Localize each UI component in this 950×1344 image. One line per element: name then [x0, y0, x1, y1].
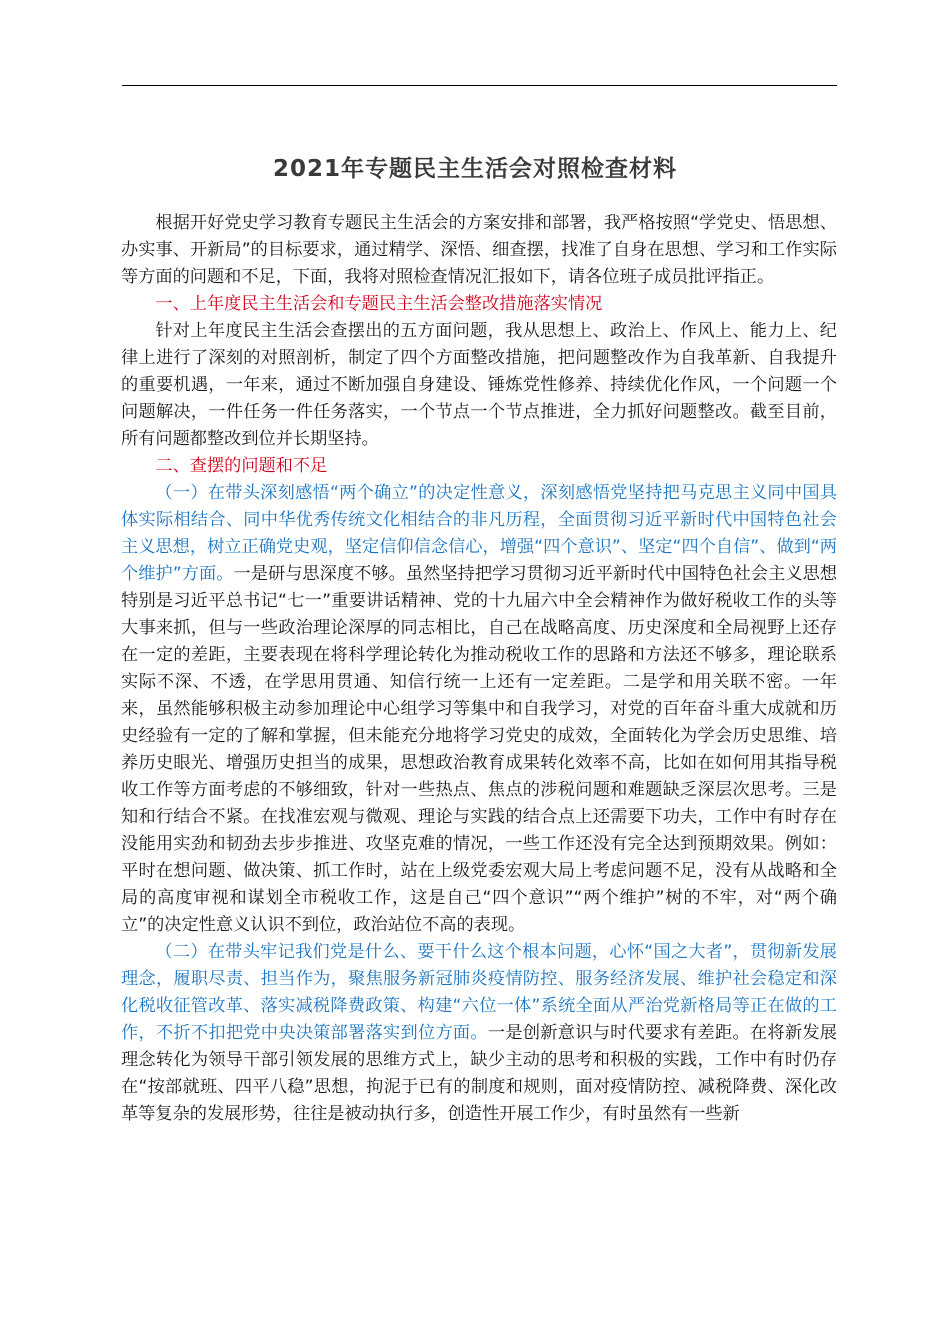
item-1-text: 一是研与思深度不够。虽然坚持把学习贯彻习近平新时代中国特色社会主义思想特别是习近平总书记“七一”重要讲话精神、党的十九届六中全会精神作为做好税收工作的头等大事来抓，但与一些政治理论深厚的同志相比，自己在战略高度、历史深度和全局视野上还存在一定的差距，主要表现在将科学理论转化为推动税收工作的思路和方法还不够多，理论联系实际不深、不透，在学思用贯通、知信行统一上还有一定差距。二是学和用关联不密。一年来，虽然能够积极主动参加理论中心组学习等集中和自我学习，对党的百年奋斗重大成就和历史经验有一定的了解和掌握，但未能充分地将学习党史的成效，全面转化为学会历史思维、培养历史眼光、增强历史担当的成果，思想政治教育成果转化效率不高，比如在如何用其指导税收工作等方面考虑的不够细致，针对一些热点、焦点的涉税问题和难题缺乏深层次思考。三是知和行结合不紧。在找准宏观与微观、理论与实践的结合点上还需要下功夫，工作中有时存在没能用实劲和韧劲去步步推进、攻坚克难的情况，一些工作还没有完全达到预期效果。例如：平时在想问题、做决策、抓工作时，站在上级党委宏观大局上考虑问题不足，没有从战略和全局的高度审视和谋划全市税收工作，这是自己“四个意识”“两个维护”树的不牢，对“两个确立”的决定性意义认识不到位，政治站位不高的表现。 — [121, 564, 838, 935]
item-2-subheading: （二）在带头牢记我们党是什么、要干什么这个根本问题，心怀“国之大者”，贯彻新发展理念，履职尽责、担当作为，聚焦服务新冠肺炎疫情防控、服务经济发展、维护社会稳定和深化税收征管改革、落实减税降费政策、构建“六位一体”系统全面从严治党新格局等正在做的工作，不折不扣把党中央决策部署落实到位方面。 — [121, 942, 837, 1043]
document-body — [121, 210, 837, 1128]
section-2-item-2 — [121, 939, 837, 1128]
section-1-heading: 一、上年度民主生活会和专题民主生活会整改措施落实情况 — [155, 294, 603, 314]
item-1-subheading: （一）在带头深刻感悟“两个确立”的决定性意义，深刻感悟党坚持把马克思主义同中国具体实际相结合、同中华优秀传统文化相结合的非凡历程，全面贯彻习近平新时代中国特色社会主义思想，树立正确党史观，坚定信仰信念信心，增强“四个意识”、坚定“四个自信”、做到“两个维护”方面。 — [121, 483, 837, 584]
section-2-item-1 — [121, 480, 837, 939]
section-2-heading: 二、查摆的问题和不足 — [155, 456, 328, 476]
header-rule — [122, 85, 837, 86]
document-title: 2021年专题民主生活会对照检查材料 — [272, 156, 677, 182]
section-1-paragraph: 针对上年度民主生活会查摆出的五方面问题，我从思想上、政治上、作风上、能力上、纪律上进行了深刻的对照剖析，制定了四个方面整改措施，把问题整改作为自我革新、自我提升的重要机遇，一年来，通过不断加强自身建设、锤炼党性修养、持续优化作风，一个问题一个问题解决，一件任务一件任务落实，一个节点一个节点推进，全力抓好问题整改。截至目前，所有问题都整改到位并长期坚持。 — [121, 321, 837, 449]
item-2-text: 一是创新意识与时代要求有差距。在将新发展理念转化为领导干部引领发展的思维方式上，缺少主动的思考和积极的实践，工作中有时仍存在“按部就班、四平八稳”思想，拘泥于已有的制度和规则，面对疫情防控、减税降费、深化改革等复杂的发展形势，往往是被动执行多，创造性开展工作少，有时虽然有一些新 — [121, 1023, 837, 1124]
intro-paragraph: 根据开好党史学习教育专题民主生活会的方案安排和部署，我严格按照“学党史、悟思想、办实事、开新局”的目标要求，通过精学、深悟、细查摆，找准了自身在思想、学习和工作实际等方面的问题和不足，下面，我将对照检查情况汇报如下，请各位班子成员批评指正。 — [121, 213, 837, 287]
